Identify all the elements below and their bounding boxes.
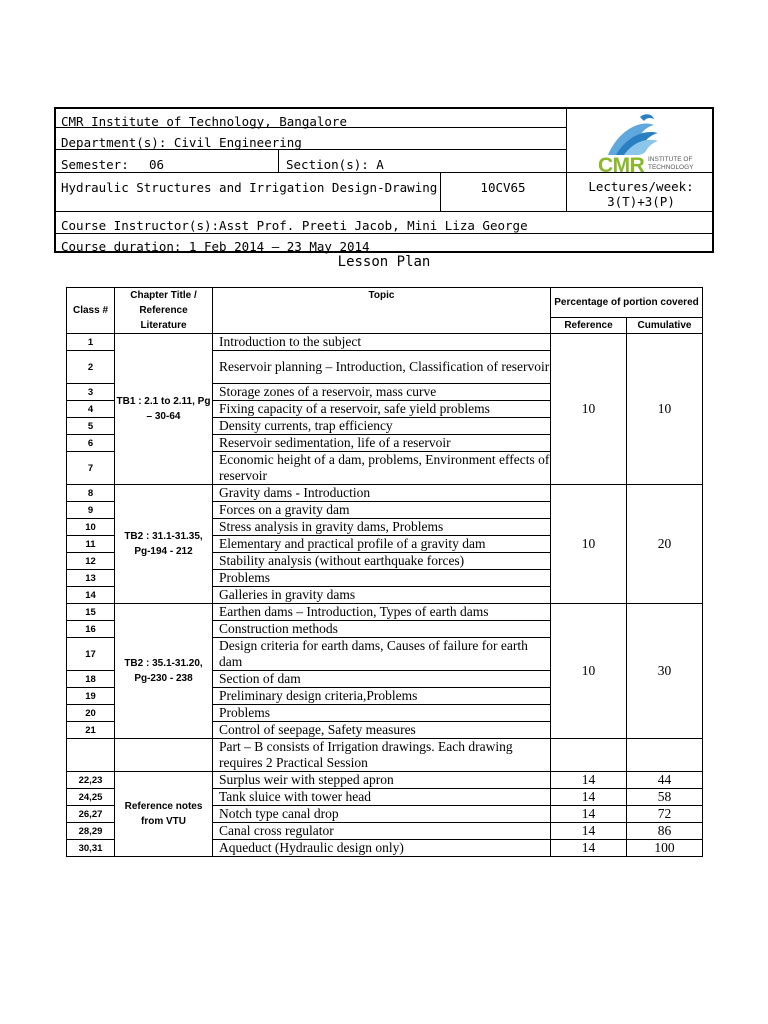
class-number: 18 xyxy=(67,671,115,688)
topic-cell: Problems xyxy=(213,705,551,722)
reference-percentage: 14 xyxy=(551,840,627,857)
topic-cell: Design criteria for earth dams, Causes of failure for earth dam xyxy=(213,638,551,671)
class-number: 6 xyxy=(67,435,115,452)
class-number: 21 xyxy=(67,722,115,739)
chapter-reference: TB2 : 31.1-31.35, Pg-194 - 212 xyxy=(115,485,213,604)
table-row xyxy=(67,485,703,502)
header-chapter: Chapter Title / Reference Literature xyxy=(115,288,213,334)
reference-percentage: 10 xyxy=(551,485,627,604)
topic-cell: Earthen dams – Introduction, Types of earth dams xyxy=(213,604,551,621)
topic-cell: Galleries in gravity dams xyxy=(213,587,551,604)
class-number: 28,29 xyxy=(67,823,115,840)
cumulative-percentage: 58 xyxy=(627,789,703,806)
topic-cell: Problems xyxy=(213,570,551,587)
course-header-box xyxy=(54,107,714,253)
header-percentage: Percentage of portion covered xyxy=(551,288,703,318)
topic-cell: Reservoir planning – Introduction, Classification of reservoir xyxy=(213,351,551,384)
class-number: 26,27 xyxy=(67,806,115,823)
section: Section(s): A xyxy=(286,157,384,172)
reference-percentage: 14 xyxy=(551,772,627,789)
logo-text: CMR xyxy=(598,154,645,177)
class-number: 19 xyxy=(67,688,115,705)
topic-cell: Canal cross regulator xyxy=(213,823,551,840)
class-number: 13 xyxy=(67,570,115,587)
class-number: 12 xyxy=(67,553,115,570)
class-number: 15 xyxy=(67,604,115,621)
logo-subtext-line-2: TECHNOLOGY xyxy=(648,164,694,171)
topic-cell: Aqueduct (Hydraulic design only) xyxy=(213,840,551,857)
class-number: 22,23 xyxy=(67,772,115,789)
lectures-label: Lectures/week: xyxy=(588,179,694,194)
class-number: 17 xyxy=(67,638,115,671)
lesson-plan-table xyxy=(66,287,703,857)
reference-percentage: 14 xyxy=(551,789,627,806)
class-number: 9 xyxy=(67,502,115,519)
class-number: 4 xyxy=(67,401,115,418)
cumulative-percentage: 20 xyxy=(627,485,703,604)
cumulative-percentage: 72 xyxy=(627,806,703,823)
topic-cell: Section of dam xyxy=(213,671,551,688)
course-title: Hydraulic Structures and Irrigation Design-Drawing xyxy=(61,180,438,195)
topic-cell: Forces on a gravity dam xyxy=(213,502,551,519)
class-number: 3 xyxy=(67,384,115,401)
table-row-part-b xyxy=(67,739,703,772)
class-number: 10 xyxy=(67,519,115,536)
chapter-reference: TB1 : 2.1 to 2.11, Pg – 30-64 xyxy=(115,334,213,485)
cumulative-percentage: 100 xyxy=(627,840,703,857)
cumulative-empty xyxy=(627,739,703,772)
topic-cell: Introduction to the subject xyxy=(213,334,551,351)
topic-cell: Notch type canal drop xyxy=(213,806,551,823)
course-instructor: Course Instructor(s):Asst Prof. Preeti Jacob, Mini Liza George xyxy=(61,218,528,233)
topic-cell: Preliminary design criteria,Problems xyxy=(213,688,551,705)
topic-cell: Elementary and practical profile of a gravity dam xyxy=(213,536,551,553)
reference-empty xyxy=(551,739,627,772)
class-number-empty xyxy=(67,739,115,772)
course-code: 10CV65 xyxy=(480,180,526,195)
topic-cell: Stability analysis (without earthquake forces) xyxy=(213,553,551,570)
header-topic: Topic xyxy=(213,288,551,334)
logo-subtext-line-1: INSTITUTE OF xyxy=(648,156,693,163)
lesson-plan-table-body xyxy=(67,288,703,857)
topic-cell: Economic height of a dam, problems, Environment effects of reservoir xyxy=(213,452,551,485)
topic-cell: Density currents, trap efficiency xyxy=(213,418,551,435)
reference-percentage: 14 xyxy=(551,823,627,840)
institute-name: CMR Institute of Technology, Bangalore xyxy=(61,114,347,129)
class-number: 24,25 xyxy=(67,789,115,806)
class-number: 5 xyxy=(67,418,115,435)
logo-subtext xyxy=(648,156,694,172)
class-number: 20 xyxy=(67,705,115,722)
cumulative-percentage: 10 xyxy=(627,334,703,485)
reference-percentage: 10 xyxy=(551,334,627,485)
table-header-row xyxy=(67,288,703,318)
course-duration: Course duration: 1 Feb 2014 – 23 May 2014 xyxy=(61,239,370,254)
topic-cell: Surplus weir with stepped apron xyxy=(213,772,551,789)
header-class: Class # xyxy=(67,288,115,334)
page-title: Lesson Plan xyxy=(337,254,431,270)
class-number: 14 xyxy=(67,587,115,604)
class-number: 1 xyxy=(67,334,115,351)
cmr-logo xyxy=(574,111,710,177)
topic-cell: Fixing capacity of a reservoir, safe yield problems xyxy=(213,401,551,418)
topic-cell: Construction methods xyxy=(213,621,551,638)
class-number: 7 xyxy=(67,452,115,485)
table-row xyxy=(67,772,703,789)
topic-cell: Stress analysis in gravity dams, Problems xyxy=(213,519,551,536)
reference-percentage: 10 xyxy=(551,604,627,739)
cumulative-percentage: 30 xyxy=(627,604,703,739)
class-number: 11 xyxy=(67,536,115,553)
semester-label: Semester: xyxy=(61,157,129,172)
topic-cell: Storage zones of a reservoir, mass curve xyxy=(213,384,551,401)
chapter-empty xyxy=(115,739,213,772)
class-number: 2 xyxy=(67,351,115,384)
topic-cell: Gravity dams - Introduction xyxy=(213,485,551,502)
header-reference: Reference xyxy=(551,318,627,334)
topic-cell: Reservoir sedimentation, life of a reservoir xyxy=(213,435,551,452)
header-cumulative: Cumulative xyxy=(627,318,703,334)
cumulative-percentage: 44 xyxy=(627,772,703,789)
class-number: 30,31 xyxy=(67,840,115,857)
topic-cell: Control of seepage, Safety measures xyxy=(213,722,551,739)
table-row xyxy=(67,604,703,621)
semester-value: 06 xyxy=(149,157,165,172)
class-number: 16 xyxy=(67,621,115,638)
table-row xyxy=(67,334,703,351)
topic-cell: Tank sluice with tower head xyxy=(213,789,551,806)
reference-percentage: 14 xyxy=(551,806,627,823)
class-number: 8 xyxy=(67,485,115,502)
cumulative-percentage: 86 xyxy=(627,823,703,840)
part-b-note: Part – B consists of Irrigation drawings. Each drawing requires 2 Practical Session xyxy=(213,739,551,772)
chapter-reference: TB2 : 35.1-31.20, Pg-230 - 238 xyxy=(115,604,213,739)
chapter-reference: Reference notes from VTU xyxy=(115,772,213,857)
lectures-value: 3(T)+3(P) xyxy=(607,194,675,209)
department: Department(s): Civil Engineering xyxy=(61,135,302,150)
